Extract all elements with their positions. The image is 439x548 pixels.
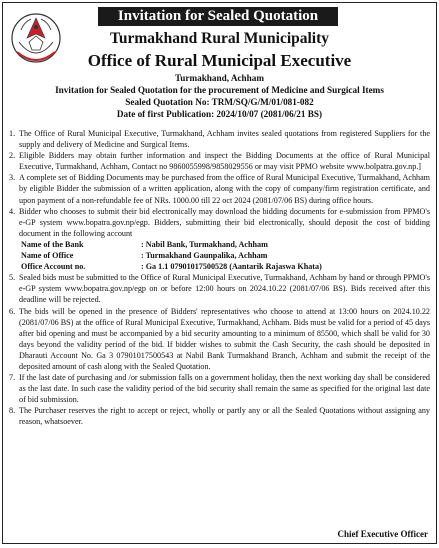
item-text: The Office of Rural Municipal Executive, Turmakhand, Achham invites sealed quotations from registered Suppliers for the supply and delivery of Medicine and Surgical Items. bbox=[19, 129, 430, 150]
office-name-value: : Turmakhand Gaunpalika, Achham bbox=[141, 251, 268, 261]
item-text: The Purchaser reserves the right to accept or reject, wholly or partly any or all the Sealed Quotations without assigning any reason, whatsoever. bbox=[19, 406, 430, 427]
bank-details bbox=[21, 239, 430, 272]
office-name: Office of Rural Municipal Executive bbox=[87, 51, 352, 70]
bank-name-value: : Nabil Bank, Turmakhand, Achham bbox=[141, 239, 268, 249]
item-text: A complete set of Bidding Documents may be purchased from the office of Rural Municipal Executive, Turmakhand, Achham by eligible Bidder the submission of a written application, along with the copy of company/firm registration certificate, and upon payment of a non-refundable fee of NRs. 1000.00 till 22 oct 2024 (2081/07/06 BS) during office hours. bbox=[19, 173, 430, 205]
notice-item-6 bbox=[9, 306, 430, 373]
quotation-number: Sealed Quotation No: TRM/SQ/G/M/01/081-082 bbox=[125, 97, 314, 107]
signatory-title: Chief Executive Officer bbox=[337, 529, 428, 539]
item-number: 3. bbox=[9, 173, 16, 183]
item-text: Bidder who chooses to submit their bid electronically may download the bidding documents for e-submission from PPMO's e-GP system www.bopatra.gov.np/egp. Bidders, submitting their bid electronically, should deposit the cost of bidding document in the following account bbox=[19, 206, 430, 238]
item-text: If the last date of purchasing and /or submission falls on a government holiday, then the next working day shall be considered as the last date. In such case the validity period of the bid security shall remain the same as specified for the original last date of bid submission. bbox=[19, 373, 430, 405]
bank-name-label: Name of the Bank bbox=[21, 239, 84, 249]
notice-item-7 bbox=[9, 372, 430, 405]
item-number: 4. bbox=[9, 206, 16, 216]
notice-item-1 bbox=[9, 128, 430, 150]
item-text: Eligible Bidders may obtain further information and inspect the Bidding Documents at the office of Rural Municipal Executive, Turmakhand, Achham, Contact no 9860055998/9858029556 or may visit PPMO website www.bolpatra.gov.np.] bbox=[19, 151, 430, 172]
account-label: Office Account no. bbox=[21, 262, 86, 272]
publication-date: Date of first Publication: 2024/10/07 (2081/06/21 BS) bbox=[116, 109, 323, 119]
notice-item-8 bbox=[9, 405, 430, 427]
item-number: 1. bbox=[9, 129, 16, 138]
banner-title: Invitation for Sealed Quotation bbox=[98, 7, 338, 26]
item-number: 6. bbox=[9, 306, 16, 316]
office-location: Turmakhand, Achham bbox=[174, 73, 264, 83]
notice-item-3 bbox=[9, 172, 430, 205]
office-name-label: Name of Office bbox=[21, 251, 74, 261]
office-name-row bbox=[21, 250, 430, 261]
item-number: 2. bbox=[9, 151, 16, 161]
item-number: 8. bbox=[9, 406, 16, 416]
notice-item-5 bbox=[9, 272, 430, 305]
item-text: The bids will be opened in the presence of Bidders' representatives who choose to attend at 13:00 hours on 2024.10.22 (2081/07/06 BS) at the office of Rural Municipal Executive, Turmakhand, Achham. Bids must be valid for a period of 45 days after bid opening and must be accompanied by a bid security amounting to a minimum of 85500, which shall be valid for 30 days beyond the validity period of the bid. If bidder wishes to submit the Cash Security, the cash should be deposited in Dharauti Account No. Ga 3 07901017500543 at Nabil Bank Turmakhand Branch, Achham and submit the receipt of the deposited amount of cash along with the Sealed Quotation. bbox=[19, 306, 430, 371]
account-value: : Ga 1.1 07901017500528 (Aantarik Rajaswa Khata) bbox=[141, 262, 322, 272]
notice-subject: Invitation for Sealed Quotation for the procurement of Medicine and Surgical Items bbox=[55, 85, 384, 95]
item-number: 7. bbox=[9, 373, 16, 383]
item-text: Sealed bids must be submitted to the Office of Rural Municipal Executive, Turmakhand, Achham by hand or through PPMO's e-GP system www.bopatra.gov.np/egp on or before 12:00 hours on 2024.10.22 (2081/07/06 BS). Bids received after this deadline will be rejected. bbox=[19, 273, 430, 305]
municipality-name: Turmakhand Rural Municipality bbox=[109, 30, 330, 47]
account-row bbox=[21, 261, 430, 272]
notice-page bbox=[2, 2, 437, 544]
bank-name-row bbox=[21, 239, 430, 250]
notice-items bbox=[9, 128, 430, 428]
notice-item-4 bbox=[9, 206, 430, 273]
notice-item-2 bbox=[9, 150, 430, 172]
item-number: 5. bbox=[9, 273, 16, 283]
